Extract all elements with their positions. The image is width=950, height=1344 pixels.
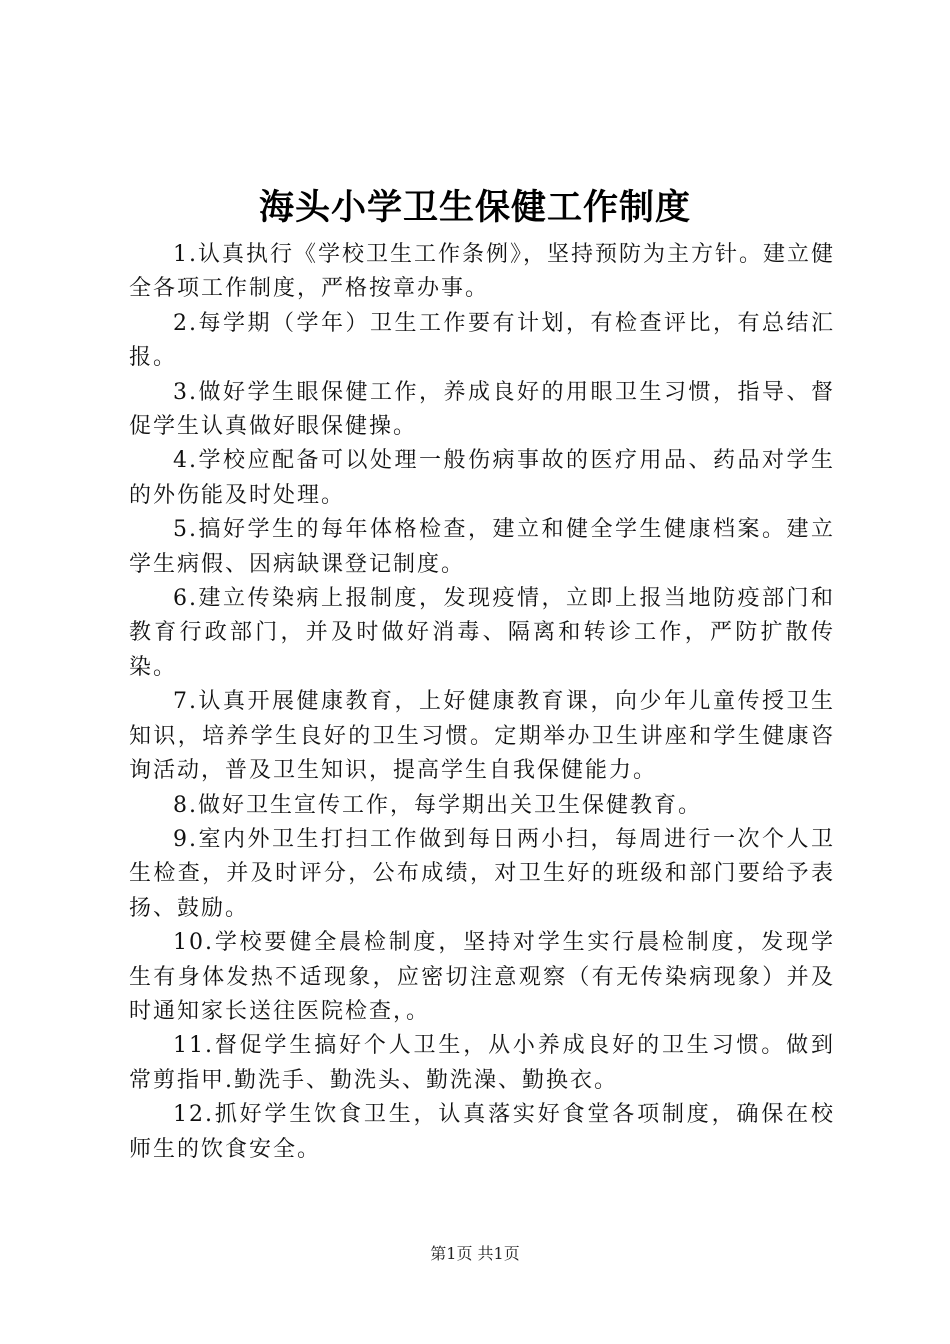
paragraph-12: 12.抓好学生饮食卫生，认真落实好食堂各项制度，确保在校师生的饮食安全。 [129, 1102, 835, 1162]
page-number-footer: 第1页 共1页 [430, 1244, 520, 1263]
paragraph-2: 2.每学期（学年）卫生工作要有计划，有检查评比，有总结汇报。 [129, 310, 835, 371]
paragraph-10: 10.学校要健全晨检制度，坚持对学生实行晨检制度，发现学生有身体发热不适现象，应密切注意观察（有无传染病现象）并及时通知家长送往医院检查，。 [129, 930, 835, 1024]
paragraph-1: 1.认真执行《学校卫生工作条例》，坚持预防为主方针。建立健全各项工作制度，严格按章办事。 [129, 242, 835, 302]
paragraph-9: 9.室内外卫生打扫工作做到每日两小扫，每周进行一次个人卫生检查，并及时评分，公布成绩，对卫生好的班级和部门要给予表扬、鼓励。 [129, 826, 835, 921]
paragraph-5: 5.搞好学生的每年体格检查，建立和健全学生健康档案。建立学生病假、因病缺课登记制度。 [129, 517, 835, 577]
document-title: 海头小学卫生保健工作制度 [258, 187, 691, 228]
document-body [129, 238, 835, 1167]
paragraph-6: 6.建立传染病上报制度，发现疫情，立即上报当地防疫部门和教育行政部门，并及时做好消毒、隔离和转诊工作，严防扩散传染。 [129, 586, 835, 680]
paragraph-8: 8.做好卫生宣传工作，每学期出关卫生保健教育。 [173, 792, 702, 818]
paragraph-11: 11.督促学生搞好个人卫生，从小养成良好的卫生习惯。做到常剪指甲.勤洗手、勤洗头、勤洗澡、勤换衣。 [129, 1033, 835, 1093]
paragraph-4: 4.学校应配备可以处理一般伤病事故的医疗用品、药品对学生的外伤能及时处理。 [129, 448, 835, 508]
paragraph-7: 7.认真开展健康教育，上好健康教育课，向少年儿童传授卫生知识，培养学生良好的卫生习惯。定期举办卫生讲座和学生健康咨询活动，普及卫生知识，提高学生自我保健能力。 [129, 689, 835, 784]
paragraph-3: 3.做好学生眼保健工作，养成良好的用眼卫生习惯，指导、督促学生认真做好眼保健操。 [129, 379, 835, 440]
